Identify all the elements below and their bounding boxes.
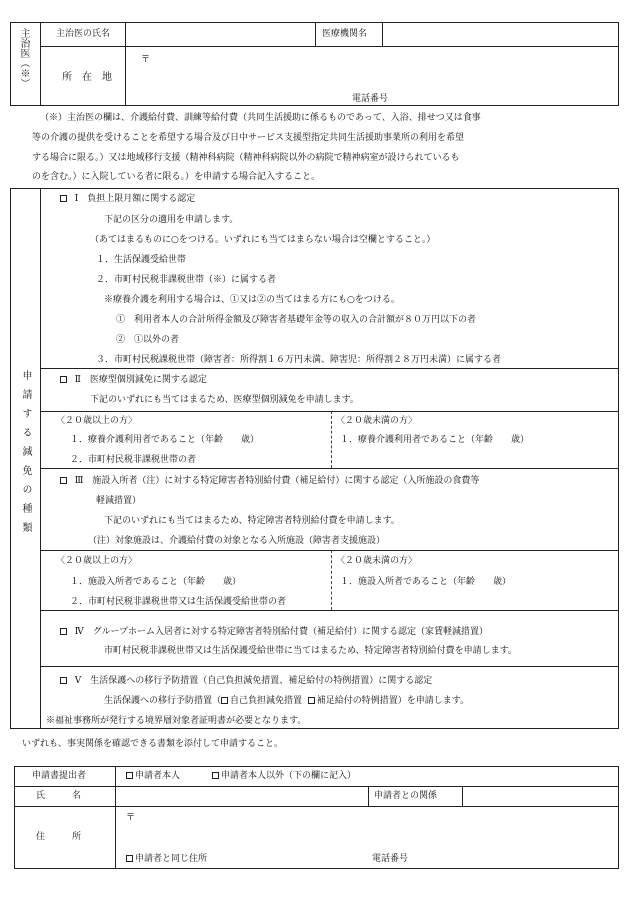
physician-address-label: 所 在 地 (62, 72, 112, 83)
divider (331, 411, 332, 468)
section-2-left-item: １．療養介護利用者であること（年齢 歳） (70, 435, 260, 445)
submitter-option-self: 申請者本人 (126, 772, 180, 781)
section-5-note: ※福祉事務所が発行する境界層対象者証明書が必要となります。 (46, 716, 307, 726)
section-1-line: ① 利用者本人の合計所得金額及び障害者基礎年金等の収入の合計額が８０万円以下の者 (116, 315, 477, 325)
physician-address-field[interactable] (128, 48, 616, 90)
section-1-title: Ⅰ 負担上限月額に関する認定 (60, 195, 195, 204)
submitter-self-checkbox[interactable] (126, 772, 133, 779)
section-3-left-head: 〈２０歳以上の方〉 (56, 556, 138, 566)
section-3-left-item: ２．市町村民税非課税世帯又は生活保護受給世帯の者 (70, 597, 287, 607)
section-1-line: 下記の区分の適用を申請します。 (104, 215, 239, 225)
postal-mark: 〒 (141, 55, 151, 65)
divider (14, 786, 619, 787)
self-pay-reduction-checkbox[interactable] (221, 697, 228, 704)
section-1-line: ２．市町村民税非課税世帯（※）に属する者 (96, 275, 277, 285)
note-line: する場合に限る。）又は地域移行支援（精神科病院（精神科病院以外の病院で精神病室が設けられているも (32, 153, 460, 163)
divider (40, 368, 619, 369)
section-2-left-item: ２．市町村民税非課税世帯の者 (70, 455, 197, 465)
divider (40, 22, 41, 106)
divider (40, 468, 619, 469)
physician-side-label: 主治医（※） (18, 28, 29, 88)
section-1-line: １．生活保護受給世帯 (96, 255, 187, 265)
section-3-right-item: １．施設入所者であること（年齢 歳） (340, 577, 512, 587)
supplementary-special-checkbox[interactable] (308, 697, 315, 704)
section-1-line: ② ①以外の者 (116, 335, 180, 345)
section-3-title: Ⅲ 施設入所者（注）に対する特定障害者特別給付費（補足給付）に関する認定（入所施設の食費等 (60, 477, 479, 486)
divider (40, 550, 619, 551)
institution-field[interactable] (385, 24, 617, 44)
section-4-checkbox[interactable] (60, 628, 67, 635)
divider (115, 766, 116, 869)
section-3-checkbox[interactable] (60, 477, 67, 484)
divider (382, 22, 383, 46)
physician-name-label: 主治医の氏名 (56, 29, 111, 39)
section-5-checkbox[interactable] (60, 677, 67, 684)
applicant-address-field[interactable] (118, 808, 614, 848)
submitter-label: 申請書提出者 (32, 771, 87, 781)
divider (331, 550, 332, 610)
reduction-side-label: 申請する減免の種類 (20, 370, 31, 541)
divider (368, 786, 369, 806)
section-2-title: Ⅱ 医療型個別減免に関する認定 (60, 376, 207, 385)
applicant-name-field[interactable] (118, 788, 364, 804)
physician-name-field[interactable] (128, 24, 313, 44)
applicant-name-label: 氏 名 (36, 791, 82, 801)
relation-label: 申請者との関係 (374, 791, 438, 801)
same-address-option: 申請者と同じ住所 (126, 855, 207, 864)
divider (14, 806, 619, 807)
section-3-line: （注）対象施設は、介護給付費の対象となる入所施設（障害者支援施設） (88, 536, 386, 546)
section-2-checkbox[interactable] (60, 376, 67, 383)
note-line: のを含む。）に入院している者に限る。）を申請する場合記入すること。 (32, 172, 321, 182)
institution-label: 医療機関名 (322, 29, 368, 39)
relation-field[interactable] (465, 788, 615, 804)
section-3-line: 下記のいずれにも当てはまるため、特定障害者特別給付費を申請します。 (104, 516, 400, 526)
divider (40, 188, 41, 729)
section-1-line: ※療養介護を利用する場合は、①又は②の当てはまる方にも○をつける。 (104, 295, 400, 305)
submitter-option-other: 申請者本人以外（下の欄に記入） (212, 772, 356, 781)
same-address-checkbox[interactable] (126, 855, 133, 862)
divider (40, 411, 619, 412)
divider (125, 22, 126, 106)
section-4-title: Ⅳ グループホーム入居者に対する特定障害者特別給付費（補足給付）に関する認定（家賃軽減措置） (60, 628, 488, 637)
applicant-postal-mark: 〒 (126, 813, 136, 823)
section-2-left-head: 〈２０歳以上の方〉 (56, 416, 138, 426)
attachment-note: いずれも、事実関係を確認できる書類を添付して申請すること。 (22, 739, 284, 749)
note-line: （※）主治医の欄は、介護給付費、訓練等給付費（共同生活援助に係るものであって、入浴、排せつ又は食事 (40, 113, 481, 123)
divider (40, 666, 619, 667)
section-5-title: Ⅴ 生活保護への移行予防措置（自己負担減免措置、補足給付の特例措置）に関する認定 (60, 677, 432, 686)
section-3-right-head: 〈２０歳未満の方〉 (336, 556, 418, 566)
section-1-line: ３．市町村民税課税世帯（障害者：所得割１６万円未満、障害児：所得割２８万円未満）に属する者 (96, 355, 502, 365)
divider (315, 22, 316, 46)
physician-phone-label: 電話番号 (352, 94, 389, 104)
divider (40, 610, 619, 611)
section-1-checkbox[interactable] (60, 195, 67, 202)
section-3-title-cont: 軽減措置） (96, 496, 142, 506)
submitter-other-checkbox[interactable] (212, 772, 219, 779)
section-4-line: 市町村民税非課税世帯又は生活保護受給世帯に当てはまるため、特定障害者特別給付費を申請します。 (104, 646, 517, 656)
applicant-phone-label: 電話番号 (372, 854, 409, 864)
applicant-address-label: 住 所 (36, 832, 82, 842)
section-2-line: 下記のいずれにも当てはまるため、医療型個別減免を申請します。 (90, 395, 359, 405)
section-3-left-item: １．施設入所者であること（年齢 歳） (70, 577, 242, 587)
section-2-right-item: １．療養介護利用者であること（年齢 歳） (340, 435, 530, 445)
section-1-line: （あてはまるものに○をつける。いずれにも当てはまらない場合は空欄とすること。） (90, 235, 436, 245)
note-line: 等の介護の提供を受けることを希望する場合及び日中サービス支援型指定共同生活援助事業所の利用を希望 (32, 133, 465, 143)
section-2-right-head: 〈２０歳未満の方〉 (336, 416, 418, 426)
divider (462, 786, 463, 806)
section-5-line: 生活保護への移行予防措置（ 自己負担減免措置 補足給付の特例措置）を申請します。 (104, 696, 470, 706)
divider (40, 46, 619, 47)
